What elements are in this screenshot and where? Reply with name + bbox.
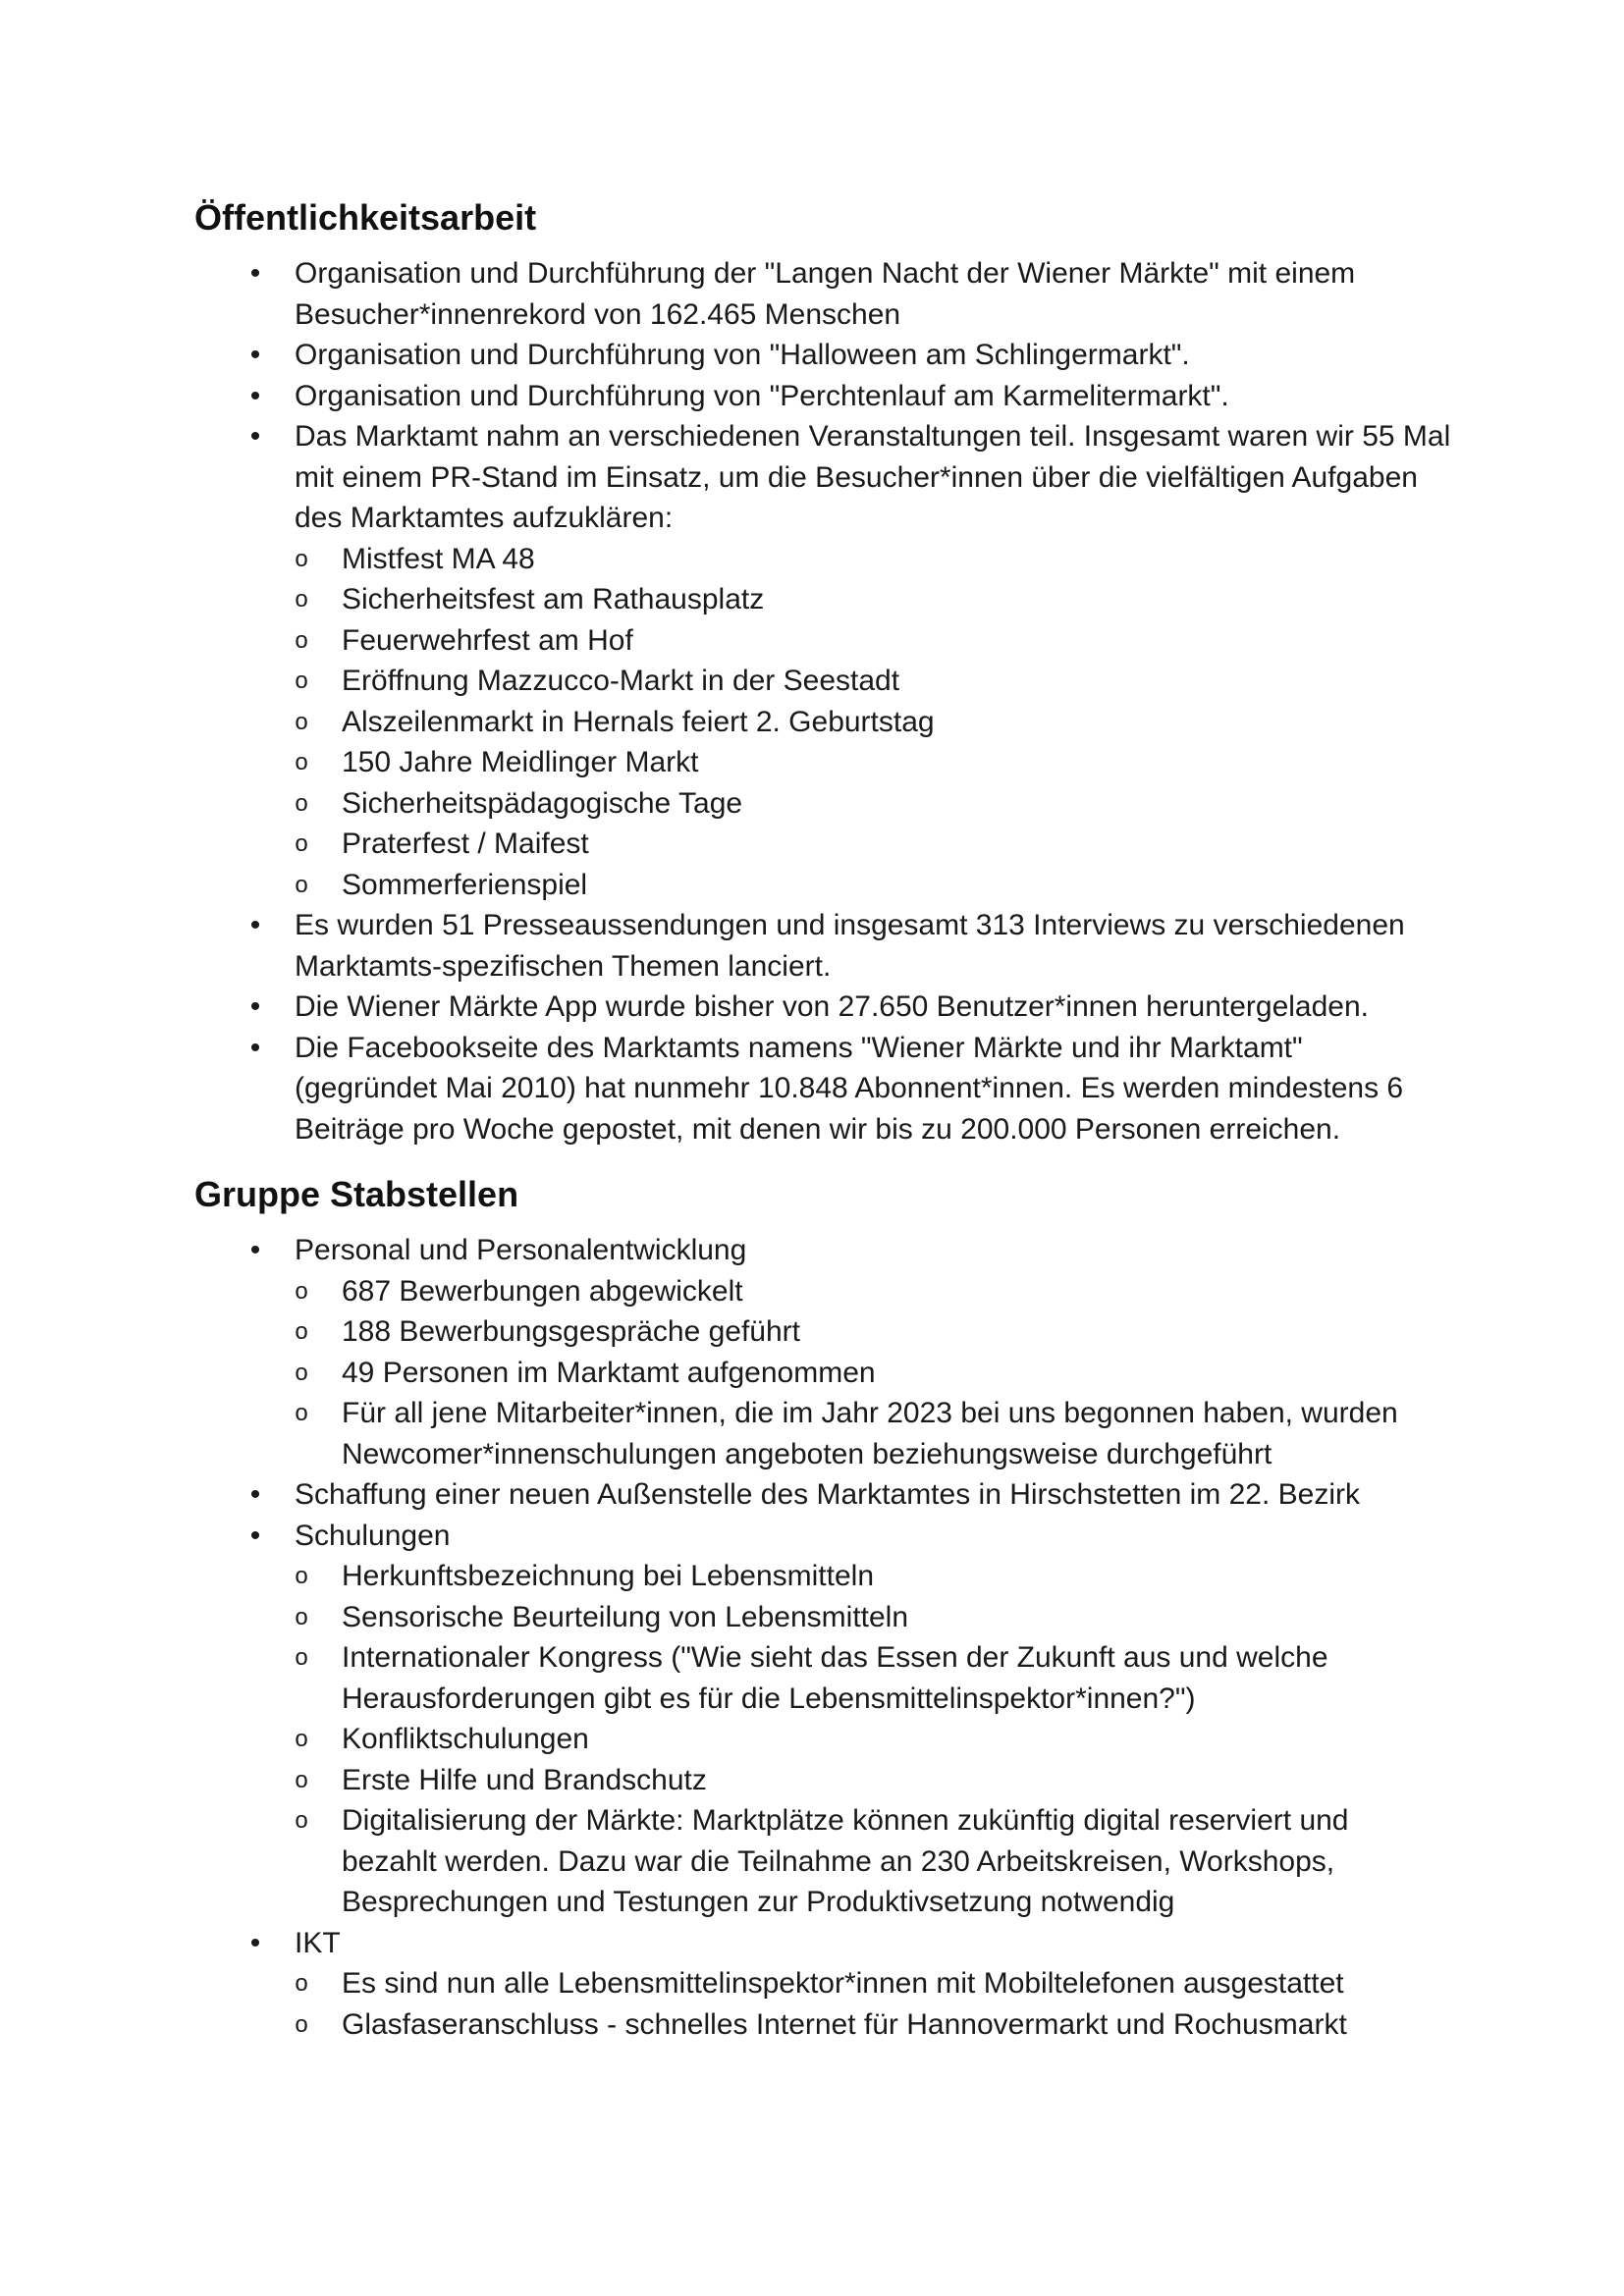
sub-list-item bbox=[295, 865, 1451, 906]
circle-bullet-icon: o bbox=[295, 830, 308, 857]
list-item-text: IKT bbox=[295, 1926, 341, 1959]
circle-bullet-icon: o bbox=[295, 749, 308, 775]
sub-list-item bbox=[295, 1637, 1451, 1719]
sub-list-item bbox=[295, 1963, 1451, 2004]
list-item bbox=[194, 987, 1451, 1028]
list-item-text: Die Wiener Märkte App wurde bisher von 27.650 Benutzer*innen heruntergeladen. bbox=[295, 990, 1370, 1023]
sub-list-item-text: Es sind nun alle Lebensmittelinspektor*innen mit Mobiltelefonen ausgestattet bbox=[342, 1967, 1344, 2000]
bullet-icon: • bbox=[249, 379, 261, 412]
sub-list-item bbox=[295, 1311, 1451, 1353]
sub-list-item bbox=[295, 824, 1451, 865]
sub-list bbox=[295, 1271, 1451, 1475]
bullet-icon: • bbox=[249, 339, 261, 371]
section-heading-oeffentlichkeitsarbeit: Öffentlichkeitsarbeit bbox=[194, 197, 537, 238]
sub-list-item bbox=[295, 579, 1451, 620]
circle-bullet-icon: o bbox=[295, 545, 308, 572]
sub-list-item bbox=[295, 742, 1451, 783]
sub-list-item-text: Sensorische Beurteilung von Lebensmitteln bbox=[342, 1600, 909, 1633]
sub-list-item-text: Für all jene Mitarbeiter*innen, die im Jahr 2023 bei uns begonnen haben, wurden Newcomer*innenschulungen angeboten beziehungsweise durchgeführt bbox=[342, 1397, 1398, 1470]
circle-bullet-icon: o bbox=[295, 1726, 308, 1752]
sub-list bbox=[295, 1963, 1451, 2045]
list-item-text: Die Facebookseite des Marktamts namens "Wiener Märkte und ihr Marktamt" (gegründet Mai 2010) hat nunmehr 10.848 Abonnent*innen. Es werden mindestens 6 Beiträge pro Woche gepostet, mit denen wir bis zu 200.000 Personen erreichen. bbox=[295, 1031, 1404, 1146]
section-list bbox=[194, 253, 1451, 1149]
sub-list-item-text: Sommerferienspiel bbox=[342, 868, 588, 901]
sub-list bbox=[295, 539, 1451, 906]
circle-bullet-icon: o bbox=[295, 708, 308, 735]
sub-list-item-text: Erste Hilfe und Brandschutz bbox=[342, 1763, 707, 1796]
bullet-icon: • bbox=[249, 1519, 261, 1552]
circle-bullet-icon: o bbox=[295, 789, 308, 817]
circle-bullet-icon: o bbox=[295, 1318, 308, 1345]
sub-list-item bbox=[295, 783, 1451, 825]
list-item-text: Personal und Personalentwicklung bbox=[295, 1234, 747, 1266]
bullet-icon: • bbox=[249, 1234, 261, 1266]
sub-list-item bbox=[295, 1353, 1451, 1394]
list-item bbox=[194, 1923, 1451, 2046]
sub-list-item-text: Herkunftsbezeichnung bei Lebensmitteln bbox=[342, 1560, 875, 1592]
list-item-text: Organisation und Durchführung der "Langen Nacht der Wiener Märkte" mit einem Besucher*innenrekord von 162.465 Menschen bbox=[295, 257, 1356, 331]
sub-list-item bbox=[295, 1556, 1451, 1597]
circle-bullet-icon: o bbox=[295, 667, 308, 694]
circle-bullet-icon: o bbox=[295, 626, 308, 654]
sub-list-item bbox=[295, 1719, 1451, 1760]
bullet-icon: • bbox=[249, 1478, 261, 1511]
bullet-icon: • bbox=[249, 990, 261, 1023]
list-item-text: Organisation und Durchführung von "Perchtenlauf am Karmelitermarkt". bbox=[295, 379, 1229, 412]
circle-bullet-icon: o bbox=[295, 1277, 308, 1305]
list-item bbox=[194, 416, 1451, 905]
sub-list-item bbox=[295, 702, 1451, 743]
circle-bullet-icon: o bbox=[295, 2010, 308, 2038]
circle-bullet-icon: o bbox=[295, 871, 308, 898]
section-heading-gruppe-stabstellen: Gruppe Stabstellen bbox=[194, 1174, 519, 1214]
circle-bullet-icon: o bbox=[295, 1644, 308, 1671]
sub-list-item bbox=[295, 1760, 1451, 1801]
sub-list-item-text: Digitalisierung der Märkte: Marktplätze können zukünftig digital reserviert und bezahlt werden. Dazu war die Teilnahme an 230 Arbeitskreisen, Workshops, Besprechungen und Testungen zur Produktivsetzung notwendig bbox=[342, 1804, 1349, 1918]
sub-list-item-text: Glasfaseranschluss - schnelles Internet für Hannovermarkt und Rochusmarkt bbox=[342, 2007, 1347, 2041]
sub-list-item bbox=[295, 539, 1451, 580]
sub-list-item bbox=[295, 1800, 1451, 1923]
list-item-text: Organisation und Durchführung von "Halloween am Schlingermarkt". bbox=[295, 339, 1190, 371]
sub-list-item-text: Sicherheitsfest am Rathausplatz bbox=[342, 583, 765, 615]
circle-bullet-icon: o bbox=[295, 586, 308, 613]
list-item bbox=[194, 1474, 1451, 1516]
list-item-text: Schaffung einer neuen Außenstelle des Marktamtes in Hirschstetten im 22. Bezirk bbox=[295, 1478, 1360, 1511]
sub-list-item-text: 687 Bewerbungen abgewickelt bbox=[342, 1274, 743, 1308]
list-item-text: Schulungen bbox=[295, 1519, 451, 1552]
list-item bbox=[194, 1230, 1451, 1474]
sub-list-item-text: Internationaler Kongress ("Wie sieht das Essen der Zukunft aus und welche Herausforderungen gibt es für die Lebensmittelinspektor*innen?") bbox=[342, 1641, 1328, 1715]
bullet-icon: • bbox=[249, 909, 261, 941]
sub-list-item bbox=[295, 2004, 1451, 2046]
sub-list-item-text: Feuerwehrfest am Hof bbox=[342, 623, 633, 657]
section-list bbox=[194, 1230, 1451, 2045]
list-item bbox=[194, 1028, 1451, 1150]
circle-bullet-icon: o bbox=[295, 1603, 308, 1630]
list-item bbox=[194, 1516, 1451, 1923]
circle-bullet-icon: o bbox=[295, 1970, 308, 1997]
circle-bullet-icon: o bbox=[295, 1563, 308, 1589]
list-item bbox=[194, 905, 1451, 987]
sub-list-item-text: 150 Jahre Meidlinger Markt bbox=[342, 746, 699, 778]
document-page bbox=[194, 196, 1451, 2045]
list-item-text: Das Marktamt nahm an verschiedenen Veranstaltungen teil. Insgesamt waren wir 55 Mal mit einem PR-Stand im Einsatz, um die Besucher*innen über die vielfältigen Aufgaben des Marktamtes aufzuklären: bbox=[295, 420, 1451, 534]
bullet-icon: • bbox=[249, 1926, 261, 1959]
sub-list-item-text: Mistfest MA 48 bbox=[342, 542, 535, 575]
sub-list-item bbox=[295, 1271, 1451, 1312]
list-item bbox=[194, 253, 1451, 335]
sub-list-item-text: Konfliktschulungen bbox=[342, 1723, 589, 1755]
sub-list-item bbox=[295, 1597, 1451, 1638]
sub-list-item-text: Sicherheitspädagogische Tage bbox=[342, 786, 743, 820]
sub-list bbox=[295, 1556, 1451, 1923]
bullet-icon: • bbox=[249, 257, 261, 290]
sub-list-item-text: Eröffnung Mazzucco-Markt in der Seestadt bbox=[342, 665, 900, 697]
sub-list-item-text: Praterfest / Maifest bbox=[342, 828, 589, 860]
sub-list-item-text: Alszeilenmarkt in Hernals feiert 2. Geburtstag bbox=[342, 705, 935, 738]
sub-list-item-text: 188 Bewerbungsgespräche geführt bbox=[342, 1315, 800, 1348]
sub-list-item-text: 49 Personen im Marktamt aufgenommen bbox=[342, 1356, 876, 1389]
list-item bbox=[194, 376, 1451, 417]
sub-list-item bbox=[295, 661, 1451, 702]
circle-bullet-icon: o bbox=[295, 1400, 308, 1426]
sub-list-item bbox=[295, 1393, 1451, 1474]
circle-bullet-icon: o bbox=[295, 1807, 308, 1834]
bullet-icon: • bbox=[249, 420, 261, 453]
circle-bullet-icon: o bbox=[295, 1359, 308, 1386]
list-item bbox=[194, 335, 1451, 376]
sub-list-item bbox=[295, 620, 1451, 662]
circle-bullet-icon: o bbox=[295, 1766, 308, 1793]
bullet-icon: • bbox=[249, 1031, 261, 1064]
list-item-text: Es wurden 51 Presseaussendungen und insgesamt 313 Interviews zu verschiedenen Marktamts-spezifischen Themen lanciert. bbox=[295, 909, 1405, 983]
